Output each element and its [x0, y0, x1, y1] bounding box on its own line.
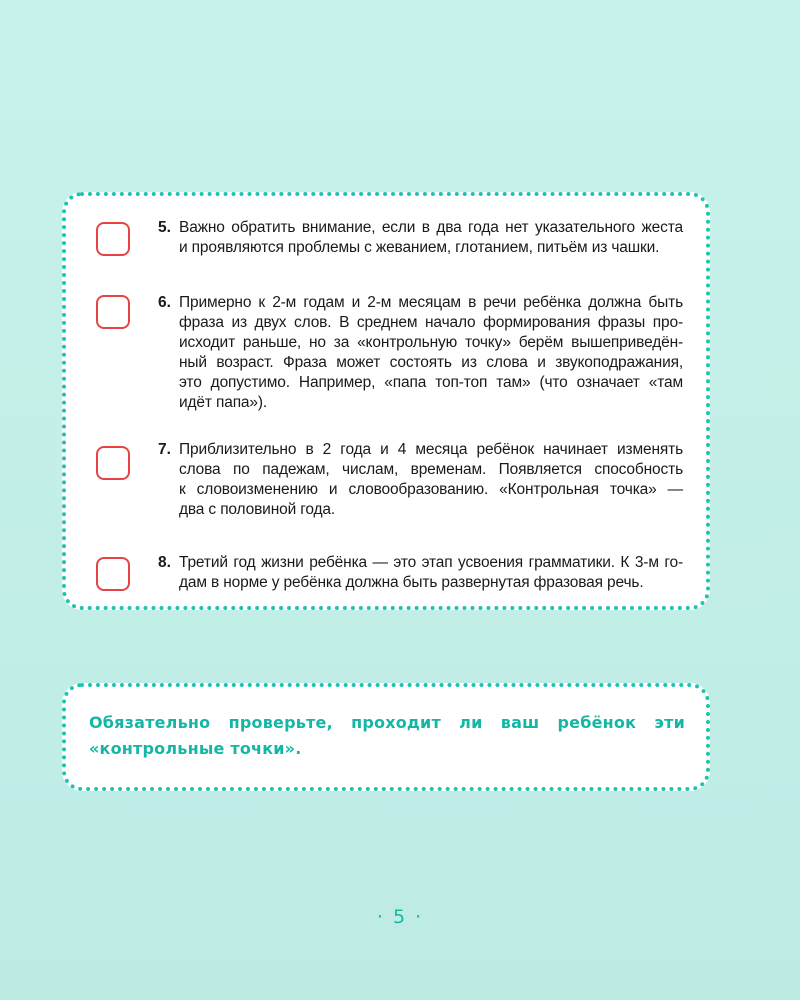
reminder-note-card: [62, 683, 710, 791]
item-number: 5.: [158, 219, 171, 236]
reminder-note-text: Обязательно проверьте, проходит ли ваш ребёнок эти «контрольные точки».: [89, 713, 685, 758]
checkbox-item-7[interactable]: [96, 446, 130, 480]
item-number: 6.: [158, 294, 171, 311]
item-text: Приблизительно в 2 года и 4 месяца ребёнок начинает изменять слова по падежам, числам, временам. Появляется способность к словоизменению и словообразованию. «Контрольная точка» — два с половиной года.: [179, 441, 683, 518]
item-number: 8.: [158, 554, 171, 571]
checkbox-item-8[interactable]: [96, 557, 130, 591]
page-number: · 5 ·: [376, 906, 424, 928]
item-text: Примерно к 2-м годам и 2-м месяцам в речи ребёнка должна быть фраза из двух слов. В среднем начало формирования фразы про- исходит раньше, но за «контрольную точку» берём вышеприведён- ный возраст. Фраза может состоять из слова и звукоподражания, это допустимо. Например, «папа топ-топ там» (что означает «там идёт папа»).: [179, 294, 683, 411]
item-number: 7.: [158, 441, 171, 458]
checklist-card: [62, 192, 710, 610]
item-text: Третий год жизни ребёнка — это этап усвоения грамматики. К 3-м го- дам в норме у ребёнка должна быть развернутая фразовая речь.: [179, 554, 683, 591]
item-text: Важно обратить внимание, если в два года нет указательного жеста и проявляются проблемы с жеванием, глотанием, питьём из чашки.: [179, 219, 683, 256]
checkbox-item-5[interactable]: [96, 222, 130, 256]
checkbox-item-6[interactable]: [96, 295, 130, 329]
